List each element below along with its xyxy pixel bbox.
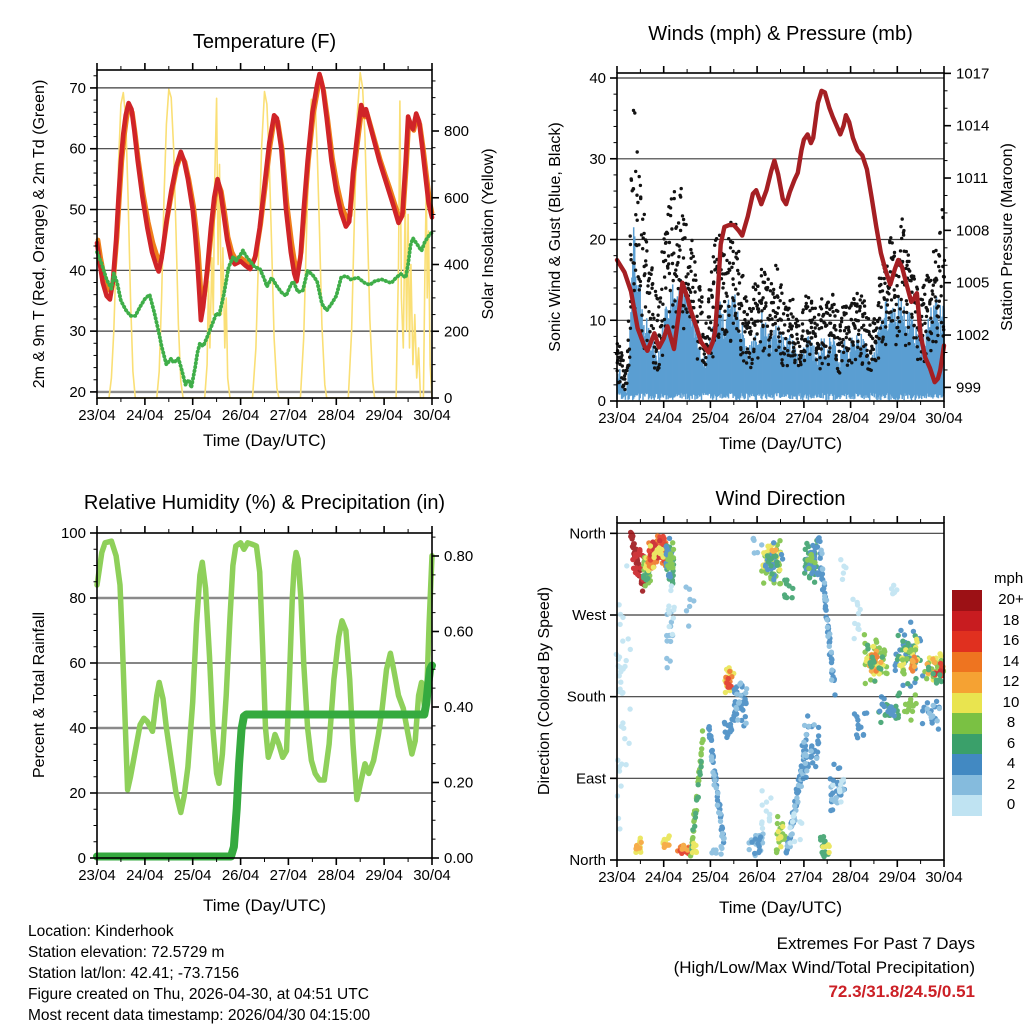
- series-dewpoint_2m: [97, 233, 432, 388]
- x-tick-label: 25/04: [173, 407, 212, 424]
- legend-bin-label: 10: [1002, 693, 1020, 711]
- footer-location: Location: Kinderhook: [28, 923, 174, 940]
- y-tick-label-right: 1008: [956, 222, 990, 240]
- y-tick-label: West: [572, 607, 606, 625]
- xlabel-temperature: Time (Day/UTC): [202, 431, 327, 450]
- legend-bin-label: 0: [1006, 796, 1016, 813]
- legend-bin-label: 6: [1006, 734, 1016, 752]
- chart-title-temperature: Temperature (F): [192, 31, 337, 53]
- legend-bin-label: 12: [1002, 673, 1020, 690]
- legend-swatch: [952, 734, 982, 755]
- legend-bin-label: 18: [1002, 611, 1020, 629]
- x-tick-label: 28/04: [317, 407, 356, 424]
- y-tick-label-right: 0.00: [444, 850, 474, 867]
- ylabel-wind-left: Sonic Wind & Gust (Blue, Black): [547, 122, 564, 352]
- x-tick-label: 26/04: [221, 407, 260, 424]
- legend-swatch: [952, 754, 982, 775]
- legend-swatch: [952, 631, 982, 652]
- y-tick-label-right: 1017: [956, 65, 990, 83]
- x-tick-label: 24/04: [644, 869, 683, 886]
- y-tick-label: North: [569, 525, 606, 543]
- plot-frame: [617, 523, 944, 860]
- x-tick-label: 28/04: [831, 410, 870, 427]
- series-direction-dots: [614, 530, 947, 860]
- wind-speed-legend: [952, 570, 1024, 816]
- ylabel-pressure-right: Station Pressure (Maroon): [999, 143, 1016, 331]
- footer-timestamp: Most recent data timestamp: 2026/04/30 04:15:00: [28, 1007, 371, 1024]
- y-tick-label-right: 0.60: [444, 623, 474, 641]
- footer-elevation: Station elevation: 72.5729 m: [28, 944, 225, 961]
- y-tick-label: 20: [69, 383, 86, 401]
- legend-title: mph: [994, 570, 1024, 587]
- extremes-block: [515, 932, 975, 1004]
- legend-row: [952, 734, 1024, 755]
- legend-row: [952, 693, 1024, 714]
- legend-row: [952, 611, 1024, 632]
- legend-row: [952, 631, 1024, 652]
- x-tick-label: 30/04: [925, 869, 963, 886]
- ylabel-solar-right: Solar Insolation (Yellow): [480, 148, 497, 320]
- x-tick-label: 23/04: [598, 410, 636, 427]
- y-tick-label: 10: [589, 312, 606, 330]
- xlabel-wind-direction: Time (Day/UTC): [718, 898, 843, 917]
- y-tick-label-right: 0.80: [444, 547, 474, 565]
- ylabel-rh-left: Percent & Total Rainfall: [31, 611, 48, 779]
- legend-row: [952, 672, 1024, 693]
- legend-row: [952, 775, 1024, 796]
- y-tick-label-right: 400: [444, 256, 470, 274]
- xlabel-winds: Time (Day/UTC): [718, 434, 843, 453]
- x-tick-label: 24/04: [126, 867, 164, 884]
- legend-swatch: [952, 672, 982, 693]
- legend-row: [952, 754, 1024, 775]
- y-tick-label: South: [566, 688, 606, 706]
- x-tick-label: 29/04: [365, 407, 403, 424]
- chart-title-rh-precip: Relative Humidity (%) & Precipitation (in): [83, 492, 446, 514]
- y-tick-label: 60: [69, 655, 86, 672]
- y-tick-label-right: 200: [444, 323, 470, 341]
- y-tick-label: 40: [69, 720, 86, 737]
- legend-swatch: [952, 713, 982, 734]
- station-footer: [28, 921, 370, 1024]
- legend-bin-label: 2: [1006, 775, 1016, 793]
- x-tick-label: 23/04: [78, 407, 116, 424]
- chart-wind-direction: [567, 516, 963, 886]
- x-tick-label: 27/04: [269, 867, 308, 884]
- x-tick-label: 26/04: [221, 867, 260, 884]
- legend-bin-label: 16: [1002, 632, 1020, 649]
- y-tick-label: 0: [597, 393, 606, 410]
- extremes-line2: (High/Low/Max Wind/Total Precipitation): [673, 958, 975, 977]
- y-tick-label-right: 600: [444, 189, 470, 207]
- x-tick-label: 28/04: [317, 867, 356, 884]
- y-tick-label: 80: [69, 590, 86, 607]
- y-tick-label-right: 800: [444, 123, 470, 141]
- x-tick-label: 26/04: [738, 869, 776, 886]
- y-tick-label: East: [575, 770, 606, 788]
- legend-swatch: [952, 590, 982, 611]
- footer-latlon: Station lat/lon: 42.41; -73.7156: [28, 965, 240, 982]
- legend-row: [952, 795, 1024, 816]
- y-tick-label-right: 1014: [956, 117, 990, 135]
- legend-bin-label: 20+: [998, 591, 1024, 608]
- extremes-values: 72.3/31.8/24.5/0.51: [828, 982, 975, 1001]
- x-tick-label: 29/04: [878, 869, 917, 886]
- xlabel-rh-precip: Time (Day/UTC): [202, 896, 327, 915]
- legend-swatch: [952, 652, 982, 673]
- chart-winds-pressure: [589, 65, 989, 427]
- y-tick-label: 60: [69, 140, 86, 158]
- x-tick-label: 26/04: [738, 410, 776, 427]
- y-tick-label: 40: [69, 262, 86, 280]
- x-tick-label: 30/04: [925, 410, 963, 427]
- y-tick-label: 30: [589, 150, 606, 168]
- series-relative_humidity: [97, 541, 432, 812]
- ylabel-temperature-left: 2m & 9m T (Red, Orange) & 2m Td (Green): [31, 79, 48, 389]
- legend-bin-label: 4: [1006, 755, 1016, 772]
- y-tick-label: 70: [69, 79, 86, 97]
- x-tick-label: 24/04: [126, 407, 164, 424]
- x-tick-label: 24/04: [644, 410, 683, 427]
- legend-row: [952, 590, 1024, 611]
- x-tick-label: 27/04: [785, 410, 823, 427]
- x-tick-label: 25/04: [691, 869, 730, 886]
- y-tick-label: North: [569, 852, 606, 869]
- y-tick-label-right: 0.40: [444, 698, 474, 716]
- legend-row: [952, 713, 1024, 734]
- ylabel-direction-left: Direction (Colored By Speed): [536, 586, 553, 796]
- legend-rows: [952, 590, 1024, 816]
- y-tick-label-right: 0.20: [444, 774, 474, 792]
- y-tick-label-right: 999: [956, 379, 982, 397]
- y-tick-label-right: 1002: [956, 327, 990, 345]
- legend-swatch: [952, 693, 982, 714]
- x-tick-label: 30/04: [413, 407, 451, 424]
- x-tick-label: 25/04: [691, 410, 730, 427]
- y-tick-label: 30: [69, 323, 86, 341]
- x-tick-label: 23/04: [598, 869, 636, 886]
- legend-row: [952, 652, 1024, 673]
- y-tick-label-right: 1011: [956, 170, 989, 188]
- legend-swatch: [952, 795, 982, 816]
- x-tick-label: 27/04: [785, 869, 823, 886]
- extremes-line1: Extremes For Past 7 Days: [776, 934, 975, 953]
- x-tick-label: 25/04: [173, 867, 212, 884]
- chart-title-winds-pressure: Winds (mph) & Pressure (mb): [648, 23, 913, 45]
- x-tick-label: 30/04: [413, 867, 451, 884]
- legend-swatch: [952, 775, 982, 796]
- y-tick-label: 40: [589, 70, 606, 88]
- footer-created: Figure created on Thu, 2026-04-30, at 04:51 UTC: [28, 986, 369, 1003]
- x-tick-label: 28/04: [831, 869, 870, 886]
- y-tick-label: 20: [69, 785, 86, 802]
- y-tick-label: 100: [60, 525, 86, 542]
- x-tick-label: 29/04: [365, 867, 403, 884]
- y-tick-label: 20: [589, 231, 606, 249]
- chart-title-wind-direction: Wind Direction: [715, 488, 846, 510]
- y-tick-label: 50: [69, 201, 86, 219]
- y-tick-label-right: 0: [444, 390, 453, 407]
- y-tick-label-right: 1005: [956, 274, 990, 292]
- chart-temperature: [69, 63, 469, 424]
- y-tick-label: 0: [77, 850, 86, 867]
- legend-swatch: [952, 611, 982, 632]
- x-tick-label: 29/04: [878, 410, 917, 427]
- x-tick-label: 23/04: [78, 867, 116, 884]
- legend-bin-label: 14: [1002, 652, 1020, 670]
- legend-bin-label: 8: [1006, 714, 1016, 731]
- x-tick-label: 27/04: [269, 407, 308, 424]
- chart-rh-precip: [61, 525, 473, 884]
